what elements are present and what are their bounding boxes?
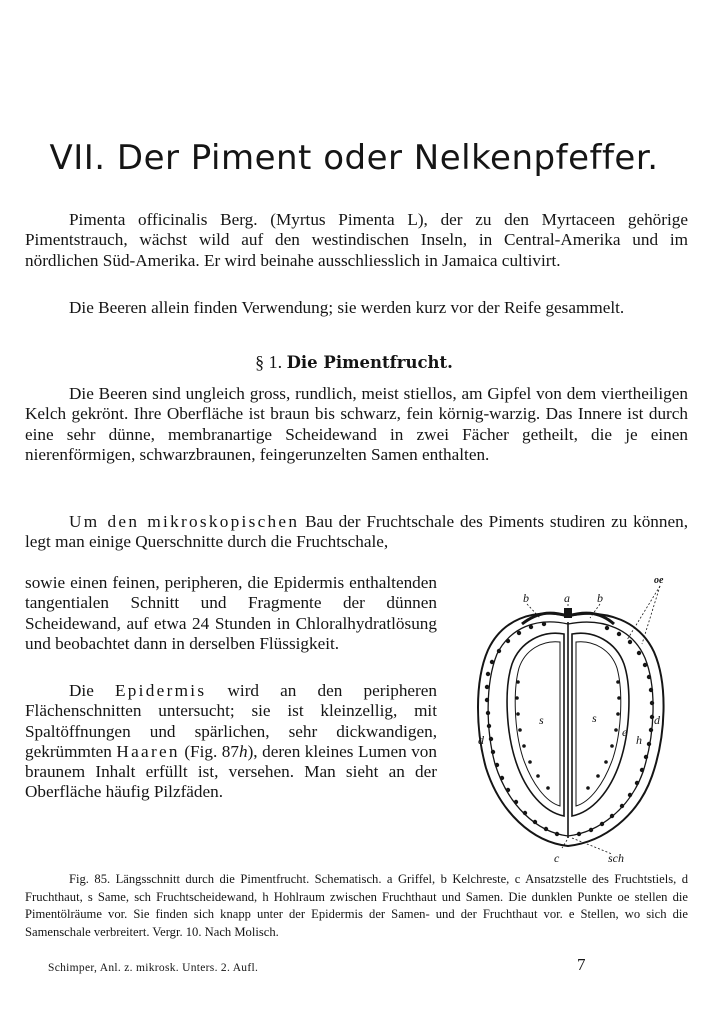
seed-right: [572, 633, 629, 816]
section-title: Die Pimentfrucht.: [286, 353, 453, 372]
term-haaren: Haaren: [116, 741, 180, 761]
label-sch: sch: [608, 851, 624, 864]
page-number: 7: [577, 955, 586, 974]
body-paragraph-2-column: sowie einen feinen, peripheren, die Epidermis enthaltenden tangentialen Schnitt und Fragmente der dünnen Scheidewand, auf etwa 24 Stunden in Chloralhydratlösung und beobachtet dann in derselben Flüssigkeit.: [25, 573, 437, 653]
section-heading: [0, 352, 708, 373]
intro-paragraph-2: Die Beeren allein finden Verwendung; sie werden kurz vor der Reife gesammelt.: [69, 298, 625, 317]
body-paragraph-2-full: [25, 512, 688, 553]
oil-glands-outer: [485, 622, 654, 836]
figure-caption: Fig. 85. Längsschnitt durch die Pimentfrucht. Schematisch. a Griffel, b Kelchreste, c Ansatzstelle des Fruchtstiels, d Fruchthaut, s Same, sch Fruchtscheidewand, h Hohlraum zwischen Fruchthaut und Samen. Die dunklen Punkte oe stellen die Pimentölräume vor. Sie finden sich knapp unter der Epidermis der Samen- und der Fruchthaut vor. e Stellen, wo sich die Samenschale verbreitert. Vergr. 10. Nach Molisch.: [25, 872, 688, 939]
label-b-left: b: [523, 591, 529, 605]
label-h: h: [636, 733, 642, 747]
footer-reference: Schimper, Anl. z. mikrosk. Unters. 2. Aufl.: [48, 962, 259, 974]
fruit-section-figure: [462, 572, 688, 864]
label-oe: oe: [654, 575, 664, 586]
seed-left: [507, 633, 564, 816]
seed-right-inner: [576, 642, 621, 806]
label-s-right: s: [592, 711, 597, 725]
p3-ref-italic: h: [238, 741, 248, 761]
p3-ref: (Fig. 87: [179, 741, 239, 761]
label-s-left: s: [539, 713, 544, 727]
label-c: c: [554, 851, 560, 864]
p3-mid: wird an den peripheren Flächenschnitten untersucht; sie ist kleinzellig, mit Spaltöffnungen und spärlichen, sehr dickwandigen, gekrümmten: [25, 681, 437, 761]
label-b-right: b: [597, 591, 603, 605]
chapter-title: VII. Der Piment oder Nelkenpfeffer.: [49, 138, 659, 178]
p3-end: ), deren kleines Lumen von braunem Inhalt erfüllt ist, versehen. Man sieht an der Oberfläche häufig Pilzfäden.: [25, 741, 437, 802]
body-paragraph-2-text: Bau der Fruchtschale des Piments studiren zu können, legt man einige Querschnitte durch die Fruchtschale,: [25, 512, 688, 552]
label-d-left: d: [478, 733, 484, 747]
section-number: § 1.: [255, 352, 283, 372]
label-a: a: [564, 591, 570, 605]
fruit-outline-outer: [478, 614, 664, 846]
label-e: e: [622, 725, 628, 739]
body-paragraph-1: Die Beeren sind ungleich gross, rundlich, meist stiellos, am Gipfel von dem viertheiligen Kelch gekrönt. Ihre Oberfläche ist braun bis schwarz, fein körnig-warzig. Das Innere ist durch eine sehr dünne, membranartige Scheidewand in zwei Fächer getheilt, die je einen nierenförmigen, schwarzbraunen, feingerunzelten Samen enthalten.: [25, 384, 688, 464]
intro-paragraph-1: Pimenta officinalis Berg. (Myrtus Pimenta L), der zu den Myrtaceen gehörige Pimentstrauch, wächst wild auf den westindischen Inseln, in Central-Amerika und im nördlichen Süd-Amerika. Er wird beinahe ausschliesslich in Jamaica cultivirt.: [25, 210, 688, 270]
fruit-outline-inner: [488, 622, 653, 836]
label-d-right: d: [654, 713, 660, 727]
spaced-term: Um den mikroskopischen: [69, 512, 300, 531]
seed-left-inner: [515, 642, 560, 806]
p3-lead: Die: [69, 681, 94, 700]
body-paragraph-3: [25, 681, 437, 803]
term-epidermis: Epidermis: [114, 681, 207, 700]
